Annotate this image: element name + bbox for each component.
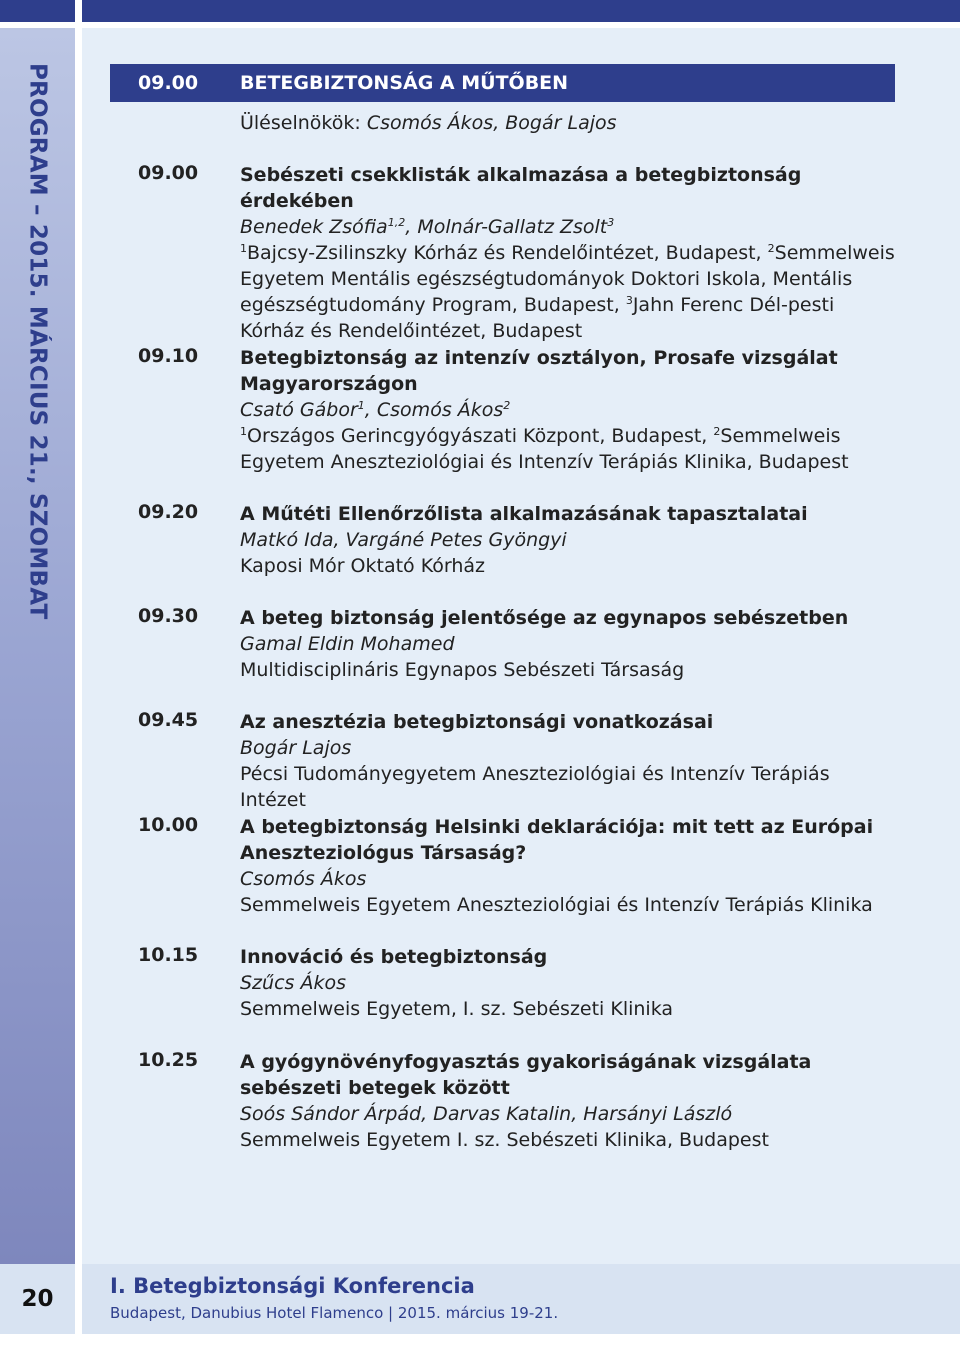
talk-affiliations <box>240 657 895 683</box>
author-name: Csató Gábor <box>240 399 358 421</box>
talk-body <box>240 605 895 683</box>
talk-title: Betegbiztonság az intenzív osztályon, Prosafe vizsgálat Magyarországon <box>240 347 838 395</box>
talk-body <box>240 709 895 813</box>
affiliation-marker: 2 <box>713 425 721 438</box>
author-name: Bogár Lajos <box>240 737 352 759</box>
talk-title: A Műtéti Ellenőrzőlista alkalmazásának tapasztalatai <box>240 503 808 525</box>
side-title-container <box>0 28 75 628</box>
talk-time: 10.15 <box>138 944 199 966</box>
talk-body <box>240 944 895 1022</box>
talk-time: 09.20 <box>138 501 199 523</box>
side-title: PROGRAM – 2015. MÁRCIUS 21., SZOMBAT <box>24 63 51 620</box>
affiliation-marker: 2 <box>767 242 775 255</box>
talk-affiliations <box>240 1127 895 1153</box>
session-chairs <box>240 112 617 134</box>
author-affiliation-marker: 1,2 <box>387 216 406 229</box>
affiliation-text: Jahn Ferenc Dél-pesti Kórház és Rendelőintézet, Budapest <box>240 294 835 342</box>
talk-time: 09.00 <box>138 162 199 184</box>
talk-authors <box>240 214 895 240</box>
affiliation-text: Pécsi Tudományegyetem Aneszteziológiai és Intenzív Terápiás Intézet <box>240 763 830 811</box>
talk-affiliations <box>240 240 895 344</box>
author-name: Csomós Ákos <box>240 868 367 890</box>
talk-authors <box>240 631 895 657</box>
talk-time: 10.25 <box>138 1049 199 1071</box>
affiliation-text: Semmelweis Egyetem Aneszteziológiai és Intenzív Terápiás Klinika, Budapest <box>240 425 849 473</box>
author-name: Gamal Eldin Mohamed <box>240 633 455 655</box>
talk-authors <box>240 866 895 892</box>
talk-title: A beteg biztonság jelentősége az egynapos sebészetben <box>240 607 849 629</box>
author-name: Benedek Zsófia <box>240 216 388 238</box>
talk-authors <box>240 970 895 996</box>
talk-time: 09.10 <box>138 345 199 367</box>
session-title: BETEGBIZTONSÁG A MŰTŐBEN <box>240 72 569 94</box>
author-name: Matkó Ida, Vargáné Petes Gyöngyi <box>240 529 567 551</box>
footer-title: I. Betegbiztonsági Konferencia <box>110 1274 475 1298</box>
talk-authors <box>240 527 895 553</box>
talk-body <box>240 162 895 344</box>
talk-body <box>240 345 895 475</box>
talk-affiliations <box>240 553 895 579</box>
affiliation-text: Semmelweis Egyetem Mentális egészségtudományok Doktori Iskola, Mentális egészségtudomány Program, Budapest, <box>240 242 895 316</box>
talk-time: 09.30 <box>138 605 199 627</box>
top-bar-right <box>82 0 960 22</box>
affiliation-text: Semmelweis Egyetem Aneszteziológiai és Intenzív Terápiás Klinika <box>240 894 873 916</box>
author-separator: , <box>405 216 418 238</box>
talk-body <box>240 501 895 579</box>
affiliation-text: Kaposi Mór Oktató Kórház <box>240 555 485 577</box>
affiliation-marker: 1 <box>240 242 247 255</box>
footer-subtitle: Budapest, Danubius Hotel Flamenco | 2015. március 19-21. <box>110 1304 559 1322</box>
affiliation-marker: 3 <box>625 294 633 307</box>
affiliation-text: Bajcsy-Zsilinszky Kórház és Rendelőintézet, Budapest, <box>247 242 768 264</box>
page-number-box <box>0 1264 75 1334</box>
author-separator: , <box>364 399 377 421</box>
talk-title: A betegbiztonság Helsinki deklarációja: mit tett az Európai Aneszteziológus Társaság? <box>240 816 874 864</box>
top-bar-left <box>0 0 75 22</box>
talk-title: Az anesztézia betegbiztonsági vonatkozásai <box>240 711 714 733</box>
talk-affiliations <box>240 996 895 1022</box>
affiliation-text: Multidisciplináris Egynapos Sebészeti Társaság <box>240 659 685 681</box>
session-time: 09.00 <box>138 72 199 94</box>
talk-body <box>240 814 895 918</box>
footer <box>82 1264 960 1334</box>
author-affiliation-marker: 3 <box>607 216 615 229</box>
author-affiliation-marker: 2 <box>503 399 511 412</box>
session-header <box>110 64 895 102</box>
talk-body <box>240 1049 895 1153</box>
talk-authors <box>240 1101 895 1127</box>
affiliation-text: Semmelweis Egyetem I. sz. Sebészeti Klinika, Budapest <box>240 1129 769 1151</box>
author-name: Molnár-Gallatz Zsolt <box>417 216 608 238</box>
talk-title: Sebészeti csekklisták alkalmazása a betegbiztonság érdekében <box>240 164 802 212</box>
affiliation-text: Országos Gerincgyógyászati Központ, Budapest, <box>247 425 714 447</box>
page-number: 20 <box>21 1286 54 1312</box>
talk-affiliations <box>240 423 895 475</box>
talk-affiliations <box>240 761 895 813</box>
chairs-label: Üléselnökök: <box>240 112 367 134</box>
talk-affiliations <box>240 892 895 918</box>
talk-title: Innováció és betegbiztonság <box>240 946 548 968</box>
author-name: Szűcs Ákos <box>240 972 346 994</box>
talk-authors <box>240 397 895 423</box>
talk-time: 09.45 <box>138 709 199 731</box>
talk-title: A gyógynövényfogyasztás gyakoriságának vizsgálata sebészeti betegek között <box>240 1051 812 1099</box>
author-name: Soós Sándor Árpád, Darvas Katalin, Harsányi László <box>240 1103 733 1125</box>
affiliation-marker: 1 <box>240 425 247 438</box>
chairs-names: Csomós Ákos, Bogár Lajos <box>366 112 617 134</box>
talk-time: 10.00 <box>138 814 199 836</box>
author-name: Csomós Ákos <box>376 399 504 421</box>
talk-authors <box>240 735 895 761</box>
author-affiliation-marker: 1 <box>357 399 365 412</box>
affiliation-text: Semmelweis Egyetem, I. sz. Sebészeti Klinika <box>240 998 674 1020</box>
